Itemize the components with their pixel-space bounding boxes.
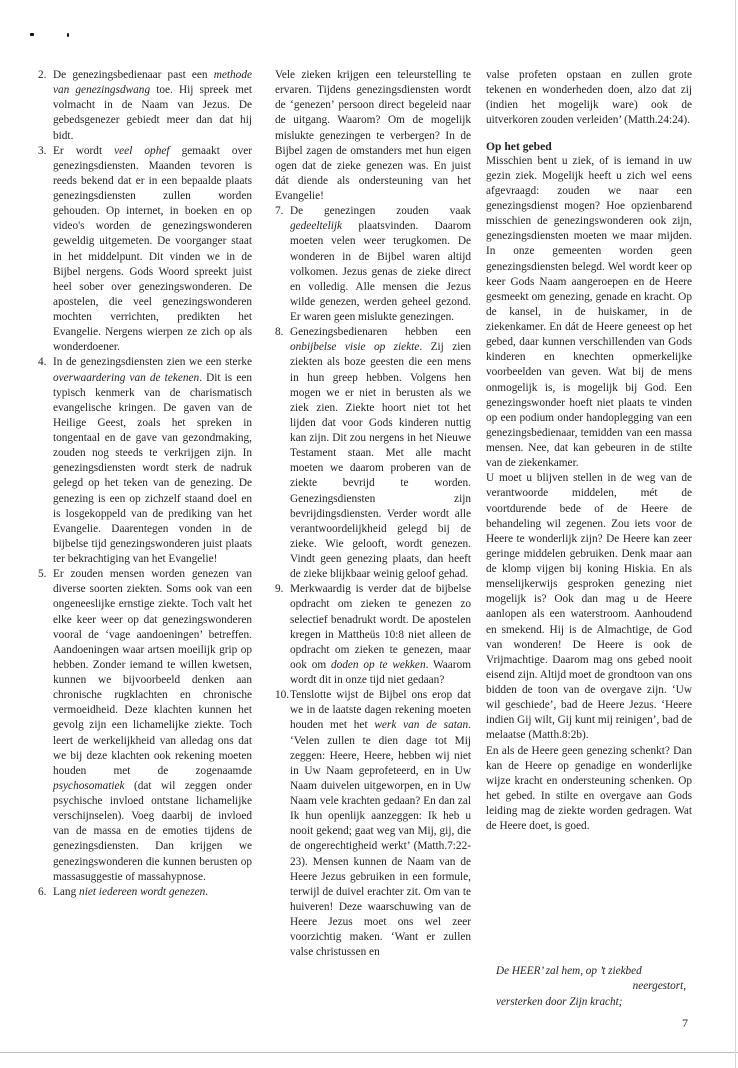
- item-number: 10.: [275, 689, 290, 702]
- list-item-7: 7. De genezingen zouden vaak gedeeltelijk plaatsvinden. Daarom moeten velen weer terugkomen. De wonderen in de Bijbel waren altijd volkomen. Jezus genas de zieke direct en volledig. Alle mensen die Jezus wilde genezen, werden geheel gezond. Er waren geen mislukte genezingen.: [275, 205, 471, 323]
- column-2: [275, 68, 471, 960]
- list-item-3: 3. Er wordt veel ophef gemaakt over genezingsdiensten. Maanden tevoren is reeds bekend dat er in een bepaalde plaats genezingsdiensten zullen worden gehouden. Op internet, in boeken en op video's worden de genezingswonderen geweldig uitgemeten. De voorganger staat in het middelpunt. Dit vinden we in de Bijbel nergens. Gods Woord spreekt juist heel sober over genezingswonderen. De apostelen, die veel genezingswonderen mochten verrichten, predikten het Evangelie. Nergens wierpen ze zich op als wonderdoener.: [38, 144, 252, 354]
- page-bottom-edge: [0, 1052, 738, 1053]
- list-item-6: 6. Lang niet iedereen wordt genezen.: [38, 885, 252, 900]
- list-item-6-continuation: Vele zieken krijgen een teleurstelling te ervaren. Tijdens genezingsdiensten wordt de ‘genezen’ persoon direct begeleid naar de uitgang. Waarom? Om de mogelijk mislukte genezingen te verbergen? In de Bijbel zagen de omstanders met hun eigen ogen dat de zieke genezen was. En juist dát diende als ondersteuning van het Evangelie!: [275, 69, 471, 202]
- verse-line-1: De HEER’ zal hem, op ’t ziekbed: [496, 965, 642, 977]
- psalm-verse: [496, 964, 686, 1010]
- scan-mark: [30, 33, 34, 36]
- list-item-9: 9. Merkwaardig is verder dat de bijbelse opdracht om zieken te genezen zo selectief benadrukt wordt. De apostelen kregen in Mattheüs 10:8 niet alleen de opdracht om zieken te genezen, maar ook om doden op te wekken. Waarom wordt dit in onze tijd niet gedaan?: [275, 583, 471, 686]
- item-number: 6.: [38, 885, 47, 898]
- item-number: 4.: [38, 356, 47, 369]
- item-number: 3.: [38, 144, 47, 157]
- list-item-5: 5. Er zouden mensen worden genezen van diverse soorten ziekten. Soms ook van een ongeneeslijke ernstige ziekte. Toch valt het elke keer weer op dat genezingswonderen vooral de ‘vage aandoeningen’ betreffen. Aandoeningen waar artsen moeilijk grip op hebben. Zonder iemand te willen kwetsen, kunnen we bijvoorbeeld denken aan chronische rugklachten en chronische vermoeidheid. Deze klachten kunnen het gevolg zijn een lichamelijke ziekte. Toch leert de werkelijkheid van alledag ons dat we bij deze klachten ook rekening moeten houden met de zogenaamde psychosomatiek (dat wil zeggen onder psychische invloed ontstane lichamelijke verschijnselen). Voeg daarbij de invloed van de massa en de emoties tijdens de genezingsdiensten. Dan krijgen we genezingswonderen die kunnen berusten op massasuggestie of massahypnose.: [38, 568, 252, 883]
- paragraph-2: U moet u blijven stellen in de weg van de verantwoorde middelen, mét de voortdurende bede of de Heere de behandeling wil zegenen. Zou iets voor de Heere te wonderlijk zijn? De Heere kan zeer geringe middelen gebruiken. Denk maar aan de klomp vijgen bij koning Hiskia. En als menselijkerwijs gesproken genezing niet mogelijk is? Ook dan mag u de Heere aanlopen als een waterstroom. Aanhoudend en smekend. Hij is de Almachtige, de God van wonderen! De Heere is ook de Vrijmachtige. Daarom mag ons gebed nooit eisend zijn. Altijd moet de grondtoon van ons bidden de toon van de overgave zijn. ‘Uw wil geschiede’, bad de Heere Jezus. ‘Heere indien Gij wilt, Gij kunt mij reinigen’, bad de melaatse (Matth.8:2b).: [486, 472, 692, 742]
- list-item-10: 10. Tenslotte wijst de Bijbel ons erop dat we in de laatste dagen rekening moeten houden met het werk van de satan. ‘Velen zullen te dien dage tot Mij zeggen: Heere, Heere, hebben wij niet in Uw Naam geprofeteerd, en in Uw Naam duivelen uitgeworpen, en in Uw Naam vele krachten gedaan? En dan zal Ik hun openlijk aanzeggen: Ik heb u nooit gekend; gaat weg van Mij, gij, die de ongerechtigheid werkt’ (Matth.7:22-23). Mensen kunnen de Naam van de Heere Jezus gebruiken in een formule, terwijl de duivel erachter zit. Om van te huiveren! Deze waarschuwing van de Heere Jezus moet ons wel zeer voorzichtig maken. ‘Want er zullen valse christussen en: [275, 689, 471, 959]
- list-item-8: 8. Genezingsbedienaren hebben een onbijbelse visie op ziekte. Zij zien ziekten als boze geesten die een mens in hun greep hebben. Volgens hen mogen we er niet in berusten als we ziek zien. Ziekte hoort niet tot het lijden dat voor Gods kinderen nuttig kan zijn. Dit zou nergens in het Nieuwe Testament staan. Met alle macht moeten we daarom proberen van de ziekte bevrijd te worden. Genezingsdiensten zijn bevrijdingsdiensten. Verder wordt alle verantwoordelijkheid gelegd bij de zieke. Wie gelooft, wordt genezen. Vindt geen genezing plaats, dan heeft de zieke blijkbaar weinig geloof gehad.: [275, 326, 472, 581]
- item-number: 5.: [38, 568, 47, 581]
- item-number: 9.: [275, 583, 284, 596]
- list-item-4: 4. In de genezingsdiensten zien we een sterke overwaardering van de tekenen. Dit is een typisch kenmerk van de charismatisch evangelische kringen. De gaven van de Heilige Geest, zoals het spreken in tongentaal en de gave van gezondmaking, zouden nog steeds te verkrijgen zijn. In genezingsdiensten wordt sterk de nadruk gelegd op het teken van de genezing. De genezing is een op zichzelf staand doel en is losgekoppeld van de prediking van het Evangelie. Daarentegen vonden in de bijbelse tijd genezingswonderen juist plaats ter bekrachtiging van het Evangelie!: [38, 356, 252, 565]
- verse-line-3: versterken door Zijn kracht;: [496, 995, 623, 1008]
- page-right-edge: [735, 0, 736, 1068]
- paragraph-1: Misschien bent u ziek, of is iemand in uw gezin ziek. Mogelijk heeft u zich wel eens afgevraagd: zouden we naar een genezingsdienst mogen? Hoe opzienbarend misschien de genezingswonderen ook zijn, genezingsdiensten moeten we maar mijden. In onze gemeenten worden geen genezingsdiensten belegd. Wel wordt keer op keer Gods Naam aangeroepen en de Heere gesmeekt om genezing, genade en kracht. Op de kansel, in de huiskamer, in de ziekenkamer. En dát de Heere geneest op het gebed, daar kunnen verschillenden van Gods kinderen en knechten opmerkelijke voorbeelden van geven. Wat bij de mens onmogelijk is, is mogelijk bij God. Een genezingswonder hoeft niet plaats te vinden op een podium onder handoplegging van een genezingsbedienaar, temidden van een massa mensen. Nee, dat kan gebeuren in de stilte van de ziekenkamer.: [486, 154, 692, 470]
- item-number: 7.: [275, 205, 284, 218]
- item-number: 2.: [38, 69, 47, 81]
- section-heading: Op het gebed: [486, 139, 552, 153]
- column-1: [38, 68, 252, 900]
- item-number: 8.: [275, 326, 284, 339]
- paragraph-3: En als de Heere geen genezing schenkt? Dan kan de Heere op genadige en wonderlijke wijze kracht en ondersteuning schenken. Op het gebed. In stilte en overgave aan Gods leiding mag de ziekte worden gedragen. Wat de Heere doet, is goed.: [486, 744, 692, 833]
- column-3: [486, 68, 692, 834]
- page-number: 7: [682, 1016, 688, 1030]
- list-item-10-continuation: valse profeten opstaan en zullen grote tekenen en wonderheden doen, alzo dat zij (indien het mogelijk ware) ook de uitverkoren zouden verleiden’ (Matth.24:24).: [486, 69, 692, 127]
- list-item-2: 2. De genezingsbedienaar past een methode van genezingsdwang toe. Hij spreek met volmacht in de Naam van Jezus. De gebedsgenezer gebiedt meer dan dat hij bidt.: [38, 69, 253, 142]
- scan-mark: [67, 33, 69, 37]
- verse-line-2: neergestort,: [632, 980, 686, 993]
